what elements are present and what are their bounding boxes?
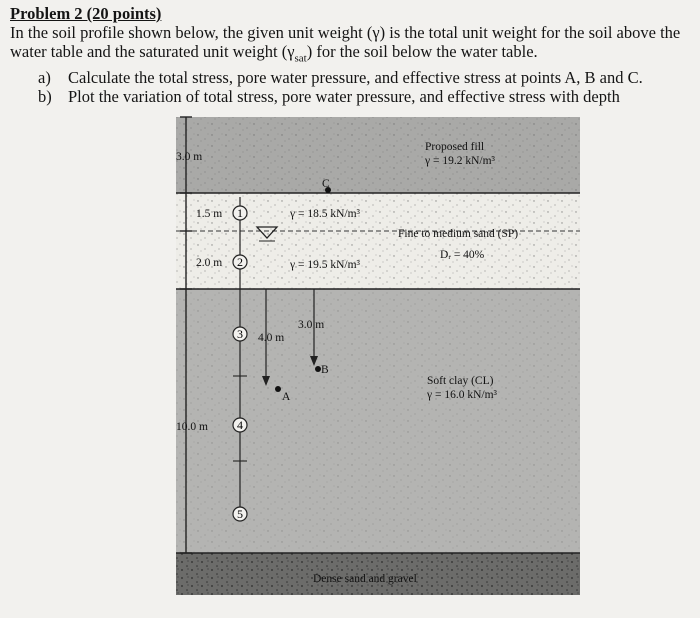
circle-label-1: 1 [237,206,243,220]
question-b: b) Plot the variation of total stress, pore water pressure, and effective stress with depth [38,87,620,107]
dimension-4m-label: 4.0 m [258,332,285,344]
dense-layer-name: Dense sand and gravel [313,573,417,585]
clay-unit-weight: γ = 16.0 kN/m³ [427,389,497,401]
question-a: a) Calculate the total stress, pore water pressure, and effective stress at points A, B and C. [38,68,643,88]
problem-intro: In the soil profile shown below, the given unit weight (γ) is the total unit weight for the soil above the water table and the saturated unit weight $(\gamma_{sat})$ for the soil below the water table. [10,23,681,65]
sand-lower-unit-weight: γ = 19.5 kN/m³ [290,259,360,271]
dimension-3m-label: 3.0 m [298,319,325,331]
sand-upper-unit-weight: γ = 18.5 kN/m³ [290,208,360,220]
point-b-label: B [321,364,329,376]
clay-name: Soft clay (CL) [427,375,494,387]
sand-upper-thickness: 1.5 m [196,208,223,220]
point-a-marker [275,386,281,392]
problem-title: Problem 2 (20 points) [10,4,162,23]
circle-label-5: 5 [237,507,243,521]
fill-unit-weight: γ = 19.2 kN/m³ [425,155,495,167]
fill-thickness: 3.0 m [176,151,203,163]
point-a-label: A [282,391,291,403]
sand-name: Fine to medium sand (SP) [398,228,519,240]
circle-label-2: 2 [237,255,243,269]
circle-label-3: 3 [237,327,243,341]
fill-name: Proposed fill [425,141,485,153]
clay-thickness: 10.0 m [176,421,208,433]
sand-lower-thickness: 2.0 m [196,257,223,269]
circle-label-4: 4 [237,418,243,432]
relative-density: Dᵣ = 40% [440,249,485,261]
point-c-label: C [322,178,330,190]
